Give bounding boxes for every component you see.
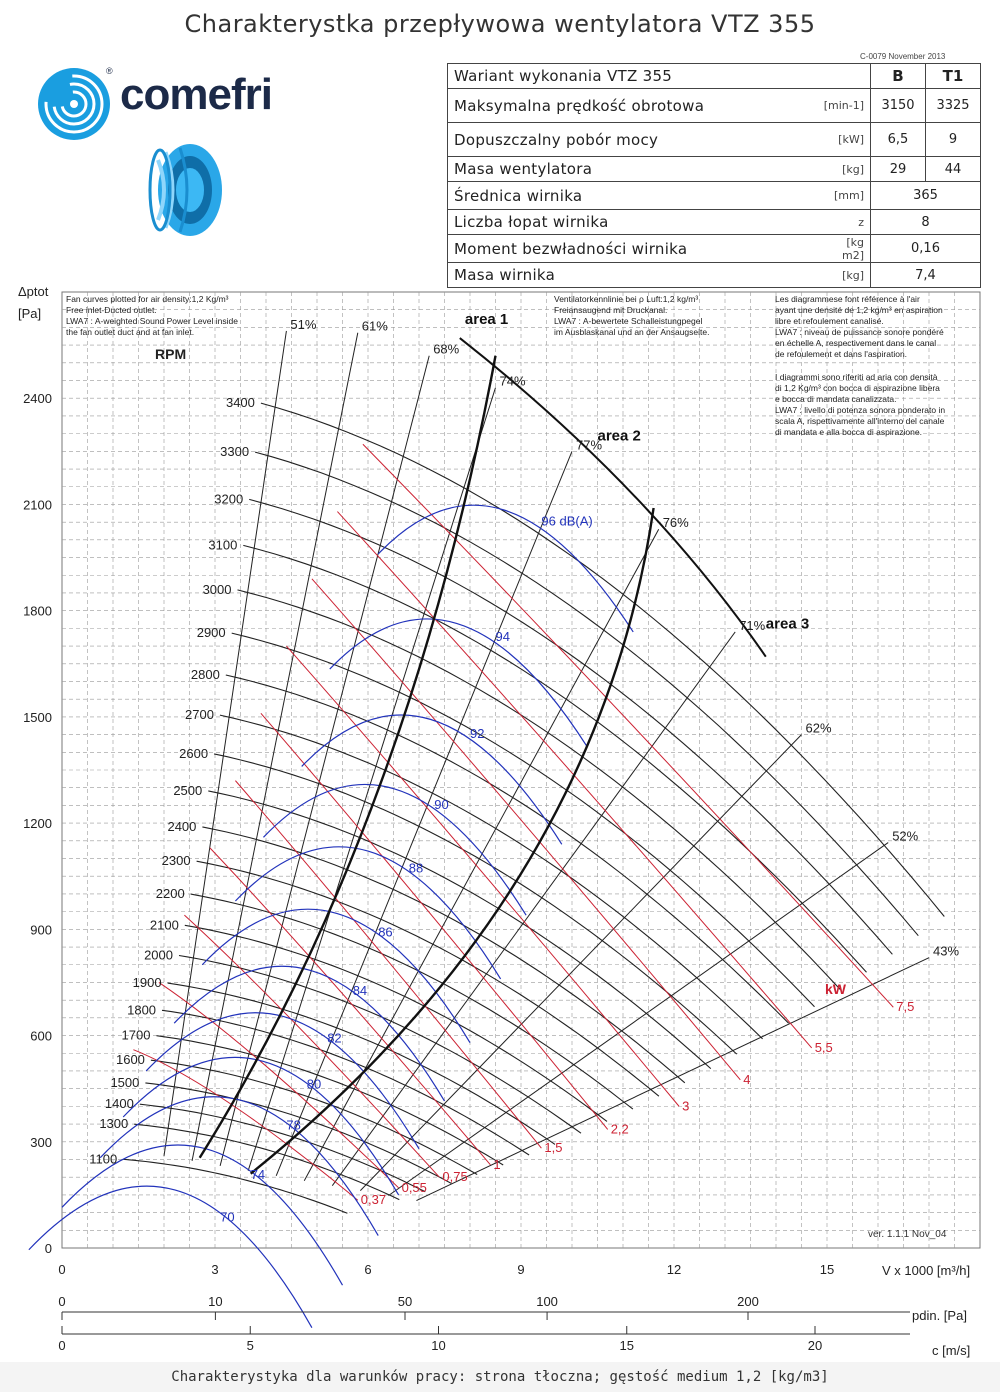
efficiency-label: 61% [361,318,388,334]
notes-en [66,294,238,337]
note-line: de refoulement et dans l'aspiration. [775,349,908,359]
rpm-label: 2200 [155,886,185,902]
fan-wheel-icon [140,140,230,240]
spec-row [448,123,981,157]
rpm-label: 2100 [149,917,179,933]
rpm-label: 3300 [220,444,250,460]
rpm-label: 1300 [99,1116,129,1132]
velocity-tick-label: 0 [58,1338,66,1353]
sound-label: 88 [408,860,424,876]
velocity-tick-label: 20 [807,1338,823,1353]
velocity-tick-label: 10 [431,1338,446,1353]
note-line: Fan curves plotted for air density:1,2 Kg/m³ [66,294,229,304]
efficiency-label: 76% [662,515,689,531]
sound-label: 86 [378,924,393,940]
power-curve [261,713,608,1129]
version-label: ver. 1.1.1 Nov_04 [868,1229,947,1240]
area-label: area 3 [765,615,810,633]
rpm-curves [123,403,944,1213]
efficiency-line [304,529,658,1180]
y-axis-unit: [Pa] [18,306,42,321]
x-tick-label: 3 [211,1262,219,1277]
spec-value-b: 6,5 [871,123,926,157]
power-label: 0,55 [401,1179,427,1195]
note-line: LWA7 : A-weighted Sound Power Level inside [66,316,238,326]
spec-unit: [kg m2] [816,235,871,263]
spec-value-b: 29 [871,157,926,182]
velocity-tick-label: 15 [619,1338,634,1353]
spec-unit: [mm] [816,182,871,210]
note-line: Freiansaugend mit Druckanal. [554,305,668,315]
spec-value-t1: 44 [926,157,981,182]
spec-row [448,182,981,210]
velocity-tick-label: 5 [246,1338,254,1353]
efficiency-label: 77% [576,437,603,453]
area-label: area 2 [597,427,641,445]
spec-table [447,63,981,288]
x-tick-label: 15 [819,1262,835,1277]
y-tick-label: 600 [30,1028,52,1044]
sound-label: 92 [470,726,485,742]
spec-row [448,89,981,123]
rpm-label: 3400 [225,395,255,411]
power-label: 7,5 [896,999,915,1015]
spec-value: 0,16 [871,235,981,263]
spec-label: Masa wirnika [448,263,817,288]
brand-name: comefri [120,70,272,119]
rpm-label: 1500 [110,1074,140,1090]
rpm-label: 1400 [104,1096,134,1112]
power-label: 0,37 [360,1192,387,1208]
rpm-curve [162,1010,529,1155]
document-code: C-0079 November 2013 [860,52,946,61]
rpm-label: 2900 [196,625,226,641]
note-line: LWA7 : niveau de puissance sonore pondéré [775,327,944,337]
y-tick-label: 1800 [23,603,52,619]
note-line: LWA7 : A-bewertete Schalleistungpegel [554,316,703,326]
rpm-label: 2000 [144,947,173,963]
efficiency-label: 51% [290,316,317,332]
spec-value: 365 [871,182,981,210]
sound-label: 70 [220,1209,235,1225]
rpm-label: 3100 [208,537,238,553]
pdin-tick-label: 100 [536,1294,558,1309]
note-line: en échelle A, respectivement dans le canal [775,338,937,348]
rpm-label: 2500 [173,782,203,798]
y-axis-title: Δptot [18,284,49,299]
spec-header-row [448,64,981,89]
registered-mark: ® [106,66,113,76]
area-boundary-2 [251,508,654,1174]
rpm-curve [168,983,555,1144]
note-line: LWA7 : livello di potenza sonora ponderato in [775,405,946,415]
rpm-curve [238,590,841,990]
spec-value: 7,4 [871,263,981,288]
area-lines [200,338,766,1174]
sound-label: 84 [352,982,368,998]
x-tick-label: 9 [517,1262,525,1277]
power-label: 4 [743,1071,751,1087]
chart-grid [23,292,980,1277]
col-b-header: B [871,64,926,89]
power-curve [337,512,811,1048]
power-label: 3 [682,1098,690,1114]
rpm-label: 1900 [132,975,162,991]
efficiency-line [220,356,429,1166]
power-curve [133,1050,357,1200]
power-label: 0,75 [442,1169,468,1185]
secondary-axes [58,1294,910,1353]
area-label: area 1 [464,310,509,328]
rpm-curve [243,545,866,972]
power-title: kW [825,981,846,997]
pdin-tick-label: 200 [737,1294,759,1309]
rpm-label: 1600 [115,1052,145,1068]
comefri-logo-icon [36,64,116,144]
spec-row [448,157,981,182]
rpm-label: 1800 [127,1002,157,1018]
efficiency-label: 52% [892,828,919,844]
efficiency-label: 43% [933,943,960,959]
sound-label: 90 [434,796,449,812]
rpm-curve [226,675,789,1023]
spec-label: Średnica wirnika [448,182,817,210]
rpm-title: RPM [155,346,187,362]
rpm-curve [249,499,892,954]
power-curve [159,982,399,1187]
efficiency-label: 71% [739,617,766,633]
spec-value: 8 [871,210,981,235]
spec-row [448,210,981,235]
y-tick-label: 1500 [23,709,52,725]
x-tick-label: 0 [58,1262,66,1277]
spec-label: Liczba łopat wirnika [448,210,817,235]
x-tick-label: 6 [364,1262,372,1277]
sound-curve [100,1097,378,1236]
y-tick-label: 0 [44,1241,52,1256]
power-label: 2,2 [610,1121,629,1137]
note-line: Ventilatorkennlinie bei ρ Luft:1,2 kg/m³ [554,294,699,304]
spec-label: Dopuszczalny pobór mocy [448,123,817,157]
rpm-label: 3200 [214,491,244,507]
col-t1-header: T1 [926,64,981,89]
spec-label: Maksymalna prędkość obrotowa [448,89,817,123]
rpm-curve [220,715,763,1039]
pdin-tick-label: 50 [397,1294,413,1309]
notes-de [554,294,709,337]
power-curve [312,579,740,1080]
sound-curve [263,784,526,915]
spec-label: Moment bezwładności wirnika [448,235,817,263]
spec-row [448,235,981,263]
sound-label: 78 [286,1117,301,1133]
variant-label: Wariant wykonania VTZ 355 [448,64,871,89]
note-line: Free inlet-Ducted outlet. [66,305,157,315]
y-tick-label: 2100 [23,497,52,513]
page-title: Charakterystka przepływowa wentylatora VTZ 355 [184,10,816,38]
spec-unit: [kW] [816,123,871,157]
sound-label: 96 dB(A) [541,513,593,529]
rpm-label: 3000 [202,581,232,597]
y-tick-label: 2400 [23,391,52,407]
y-tick-label: 1200 [23,816,52,832]
efficiency-label: 68% [433,341,460,357]
spec-unit: [kg] [816,263,871,288]
sound-label: 94 [495,628,510,644]
power-label: 1 [493,1156,501,1172]
spec-unit: z [816,210,871,235]
rpm-label: 2400 [167,818,197,834]
rpm-label: 2300 [161,853,191,869]
sound-label: 80 [306,1076,322,1092]
rpm-label: 2800 [190,666,220,682]
fan-curve-chart [0,280,1000,1400]
footer-caption: Charakterystyka dla warunków pracy: strona tłoczna; gęstość medium 1,2 [kg/m3] [0,1362,1000,1392]
pdin-tick-label: 0 [58,1294,66,1309]
note-line: scala A, rispettivamente all'interno del canale [775,416,945,426]
chart-labels [89,311,959,1225]
rpm-label: 1100 [89,1151,118,1167]
spec-value-t1: 9 [926,123,981,157]
y-tick-label: 300 [30,1134,52,1150]
power-label: 5,5 [814,1039,833,1055]
note-line: libre et refoulement canalisé. [775,316,884,326]
spec-unit: [kg] [816,157,871,182]
notes-fr [775,294,944,359]
spec-value-b: 3150 [871,89,926,123]
spec-value-t1: 3325 [926,89,981,123]
note-line: di mandata e alla bocca di aspirazione. [775,427,922,437]
note-line: ayant une densité de 1,2 kg/m³ en aspiration [775,305,943,315]
sound-curve [330,619,588,747]
pdin-tick-label: 10 [208,1294,223,1309]
y-tick-label: 900 [30,922,52,938]
spec-unit: [min-1] [816,89,871,123]
note-line: the fan outlet duct and at fan inlet. [66,327,195,337]
note-line: I diagrammi sono riferiti ad aria con densità [775,372,938,382]
note-line: Les diagrammese font référence à l'air [775,294,920,304]
power-curve [210,848,491,1165]
note-line: e bocca di mandata canalizzata. [775,394,897,404]
spec-label: Masa wentylatora [448,157,817,182]
sound-label: 74 [250,1166,266,1182]
note-line: di 1,2 Kg/m³ con bocca di aspirazione libera [775,383,940,393]
sound-curve [29,1186,312,1328]
sound-label: 82 [327,1030,342,1046]
rpm-label: 1700 [121,1027,151,1043]
power-label: 1,5 [544,1140,563,1156]
rpm-label: 2600 [179,745,209,761]
efficiency-label: 62% [805,720,832,736]
x-tick-label: 12 [666,1262,682,1277]
efficiency-line [388,843,888,1196]
secondary-axis-label: c [m/s] [932,1343,971,1358]
notes-it [775,372,945,437]
secondary-axis-label: pdin. [Pa] [912,1308,967,1323]
fan-curve-svg [0,280,1000,1360]
note-line: im Ausblaskanal und an der Ansaugseite. [554,327,710,337]
efficiency-label: 74% [499,373,526,389]
brand-logo [36,64,316,144]
x-axis-title: V x 1000 [m³/h] [882,1263,971,1278]
rpm-label: 2700 [185,707,214,723]
